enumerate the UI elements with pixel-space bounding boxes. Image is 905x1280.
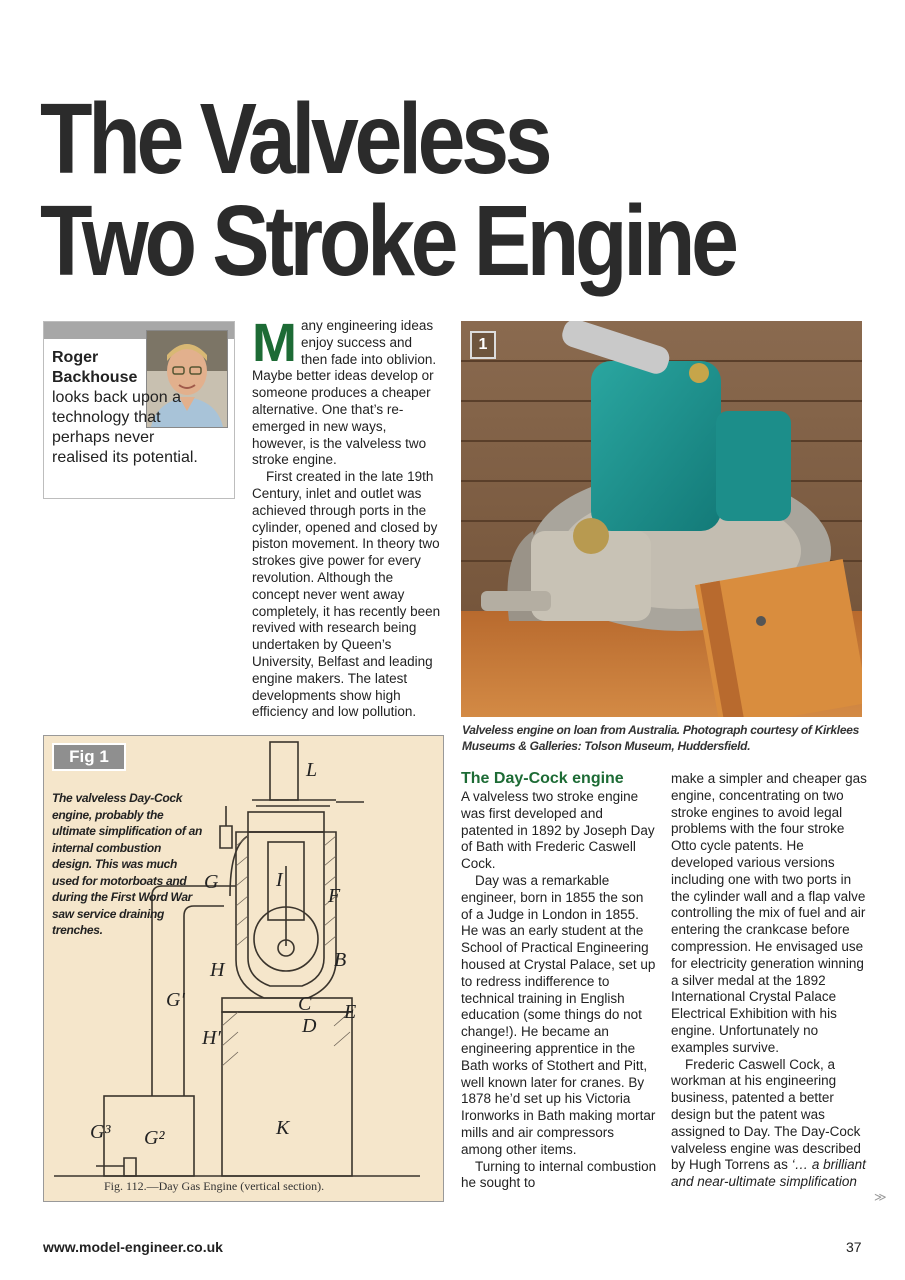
column-2-paragraph-2 <box>671 1057 867 1191</box>
title-line-1: The Valveless <box>40 83 549 195</box>
label-B: B <box>334 949 347 971</box>
section-heading: The Day-Cock engine <box>461 770 624 787</box>
page-title <box>40 83 762 297</box>
label-H: H <box>210 959 225 981</box>
column-2-paragraph-1: make a simpler and cheaper gas engine, concentrating on two stroke engines to avoid legal problems with the four stroke Otto cycle patents. He developed various versions including one with two ports in the cylinder wall and a flap valve controlling the mix of fuel and air entering the crankcase before compression. He envisaged use for electricity generation winning a silver medal at the 1892 International Crystal Palace Electrical Exhibition with his engine. Unfortunately no examples survive. <box>671 771 867 1055</box>
intro-text <box>252 313 442 721</box>
intro-paragraph-2: First created in the late 19th Century, inlet and outlet was achieved through ports in the cylinder, opened and closed by piston movement. In theory two strokes give power for every revolution. Although the concept never went away completely, it has recently been revived with research being undertaken by Queen’s University, Belfast and leading engine makers. The latest developments show high efficiency and low pollution. <box>252 469 441 720</box>
author-blurb: looks back upon a technology that perhaps never realised its potential. <box>52 389 198 466</box>
label-D: D <box>302 1015 317 1037</box>
author-intro <box>52 348 202 468</box>
author-box <box>43 321 235 499</box>
label-K: K <box>276 1117 290 1139</box>
label-F: F <box>328 885 341 907</box>
label-C: C <box>298 993 312 1015</box>
column-2-paragraph-2-text: Frederic Caswell Cock, a workman at his engineering business, patented a better design but the patent was assigned to Day. The Day-Cock valveless engine was described by Hugh Torrens as <box>671 1056 861 1173</box>
figure-subcaption: Fig. 112.—Day Gas Engine (vertical section). <box>104 1179 325 1193</box>
column-1-paragraph-1: A valveless two stroke engine was first developed and patented in 1892 by Joseph Day of Bath with Frederic Caswell Cock. <box>461 789 655 872</box>
label-H-prime: H′ <box>202 1027 221 1049</box>
engine-photo <box>461 321 862 717</box>
label-I: I <box>276 869 283 891</box>
article-column-2 <box>671 771 867 1191</box>
photo-number-badge: 1 <box>470 331 496 359</box>
label-G2: G² <box>144 1127 165 1149</box>
drop-cap: M <box>252 313 297 373</box>
column-1-paragraph-2: Day was a remarkable engineer, born in 1855 the son of a Judge in London in 1855. He was an early student at the School of Practical Engineering housed at Crystal Palace, set up to redress indifference to technical training in English education (some things do not change!). He became an engineering apprentice in the Bath works of Stothert and Pitt, well known later for cranes. By 1878 he’d set up his Victoria Ironworks in Bath making mortar mills and air compressors among other items. <box>461 872 656 1157</box>
label-G3: G³ <box>90 1121 111 1143</box>
footer-url: www.model-engineer.co.uk <box>43 1239 223 1255</box>
label-G-prime: G′ <box>166 989 185 1011</box>
column-1-paragraph-3: Turning to internal combustion he sought to <box>461 1158 657 1191</box>
torrens-quote: ‘… a brilliant and near-ultimate simplification <box>671 1157 866 1190</box>
continue-arrow-icon: ≫ <box>874 1190 887 1204</box>
label-L: L <box>306 759 318 781</box>
title-line-2: Two Stroke Engine <box>40 185 735 297</box>
page-number: 37 <box>846 1239 862 1255</box>
figure-1 <box>43 735 444 1202</box>
author-first-name: Roger <box>52 349 99 366</box>
label-G: G <box>204 871 219 893</box>
figure-caption: The valveless Day-Cock engine, probably the ultimate simplification of an internal combustion design. This was much used for motorboats and during the First Word War saw service draining trenches. <box>52 791 202 937</box>
label-E: E <box>344 1001 357 1023</box>
author-last-name: Backhouse <box>52 369 138 386</box>
photo-caption: Valveless engine on loan from Australia. Photograph courtesy of Kirklees Museums & Galleries: Tolson Museum, Huddersfield. <box>462 723 859 753</box>
figure-label: Fig 1 <box>52 743 126 771</box>
article-column-1 <box>461 769 657 1192</box>
intro-paragraph-1: any engineering ideas enjoy success and then fade into oblivion. Maybe better ideas develop or someone produces a cheaper alternative. One that’s re-emerged in new ways, however, is the valveless two stroke engine. <box>252 318 437 468</box>
